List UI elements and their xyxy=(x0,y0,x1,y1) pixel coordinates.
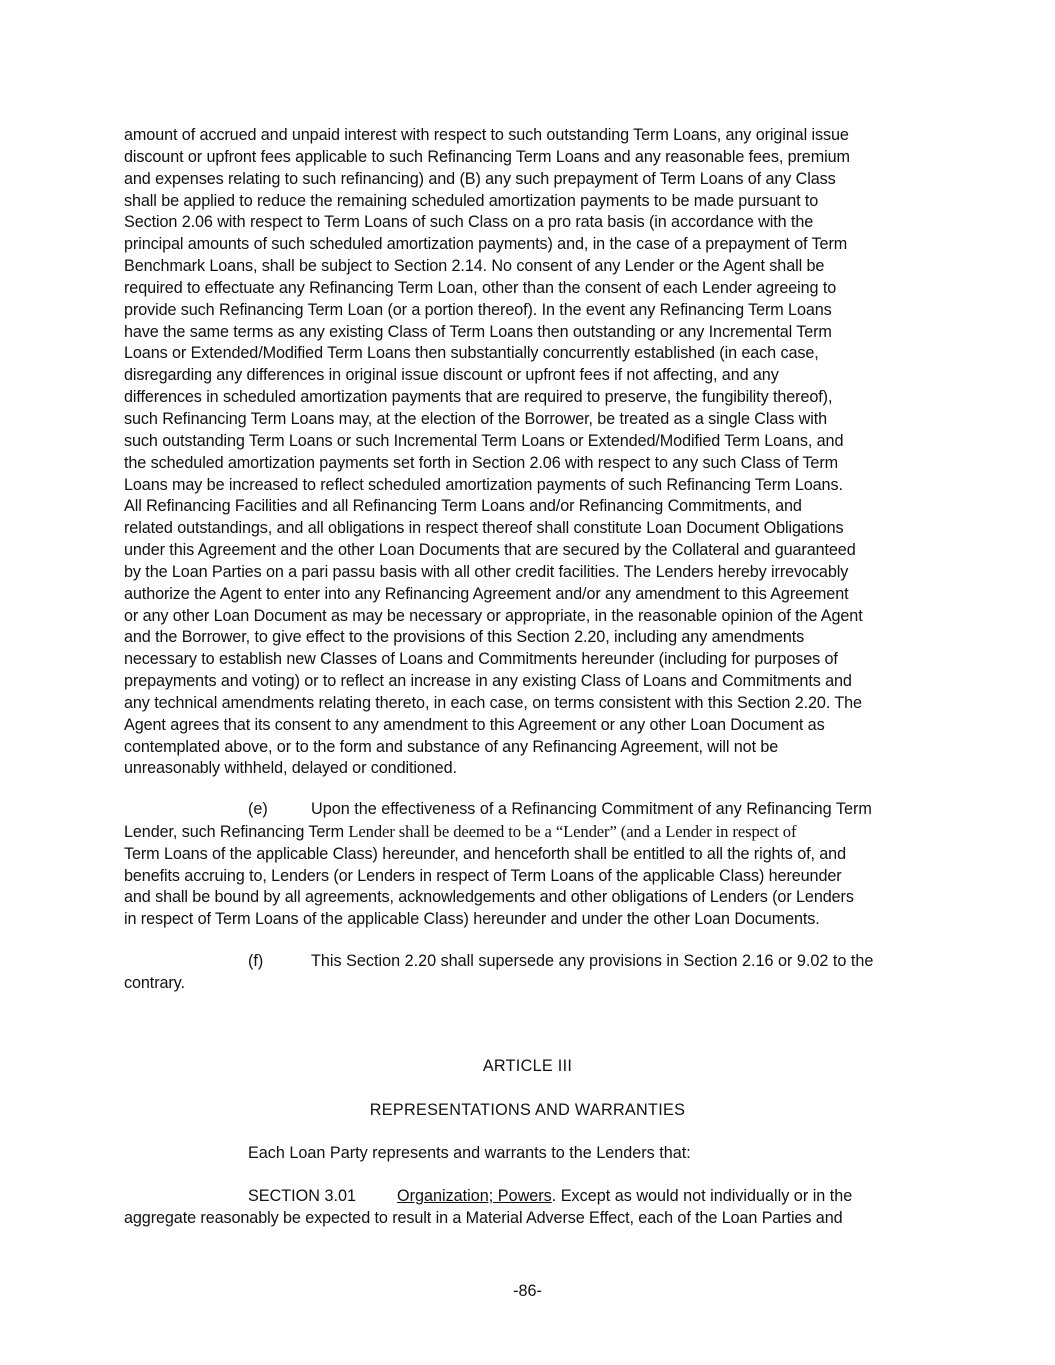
paragraph-f-label: (f) xyxy=(248,952,264,970)
body-line: any technical amendments relating thereto, in each case, on terms consistent with this Section 2.20. The xyxy=(124,693,862,712)
body-line: the scheduled amortization payments set forth in Section 2.06 with respect to any such Class of Term xyxy=(124,453,839,472)
paragraph-e-first-line: Upon the effectiveness of a Refinancing Commitment of any Refinancing Term xyxy=(311,800,872,818)
paragraph-e-second-line-sans: Lender, such Refinancing Term xyxy=(124,822,349,841)
body-line: amount of accrued and unpaid interest with respect to such outstanding Term Loans, any original issue xyxy=(124,126,849,144)
body-line: such outstanding Term Loans or such Incremental Term Loans or Extended/Modified Term Loans, and xyxy=(124,431,844,450)
paragraph-e xyxy=(124,799,924,931)
body-line: prepayments and voting) or to reflect an increase in any existing Class of Loans and Commitments and xyxy=(124,672,852,691)
section-heading xyxy=(397,1186,852,1208)
article-subtitle: REPRESENTATIONS AND WARRANTIES xyxy=(369,1101,686,1119)
body-line: All Refinancing Facilities and all Refinancing Term Loans and/or Refinancing Commitments, and xyxy=(124,497,802,516)
body-line: authorize the Agent to enter into any Refinancing Agreement and/or any amendment to this Agreement xyxy=(124,584,849,603)
body-line: and the Borrower, to give effect to the provisions of this Section 2.20, including any amendments xyxy=(124,628,805,647)
article-title: ARTICLE III xyxy=(482,1057,573,1075)
body-line: differences in scheduled amortization payments that are required to preserve, the fungibility thereof), xyxy=(124,388,833,407)
paragraph-e-second-line-serif: Lender shall be deemed to be a “Lender” (and a Lender in respect of xyxy=(348,821,797,841)
paragraph-f-first-row xyxy=(124,951,924,973)
section-3-01-first-row xyxy=(124,1186,924,1208)
paragraph-f-second-line: contrary. xyxy=(124,973,185,992)
body-line: and expenses relating to such refinancing) and (B) any such prepayment of Term Loans of any Class xyxy=(124,169,836,188)
section-3-01 xyxy=(124,1186,924,1230)
body-line: necessary to establish new Classes of Loans and Commitments hereunder (including for purposes of xyxy=(124,650,838,669)
paragraph-e-second-line xyxy=(124,821,924,844)
body-line: such Refinancing Term Loans may, at the election of the Borrower, be treated as a single Class with xyxy=(124,409,828,428)
section-3-01-second-line: aggregate reasonably be expected to result in a Material Adverse Effect, each of the Loan Parties and xyxy=(124,1208,843,1227)
paragraph-e-line: in respect of Term Loans of the applicable Class) hereunder and under the other Loan Documents. xyxy=(124,910,820,929)
body-line: Benchmark Loans, shall be subject to Section 2.14. No consent of any Lender or the Agent shall be xyxy=(124,257,825,276)
body-line: shall be applied to reduce the remaining scheduled amortization payments to be made pursuant to xyxy=(124,191,819,210)
body-line: disregarding any differences in original issue discount or upfront fees if not affecting, and any xyxy=(124,366,779,385)
body-line: required to effectuate any Refinancing Term Loan, other than the consent of each Lender agreeing to xyxy=(124,278,837,297)
body-line: or any other Loan Document as may be necessary or appropriate, in the reasonable opinion of the Agent xyxy=(124,606,863,625)
section-heading-title: Organization; Powers xyxy=(397,1187,552,1205)
section-number: SECTION 3.01 xyxy=(248,1187,356,1205)
body-line: unreasonably withheld, delayed or conditioned. xyxy=(124,759,457,778)
paragraph-e-line: Term Loans of the applicable Class) hereunder, and henceforth shall be entitled to all the rights of, and xyxy=(124,844,846,863)
body-line: have the same terms as any existing Class of Term Loans then outstanding or any Incremental Term xyxy=(124,322,832,341)
body-line: Agent agrees that its consent to any amendment to this Agreement or any other Loan Document as xyxy=(124,715,825,734)
body-line: Loans or Extended/Modified Term Loans then substantially concurrently established (in each case, xyxy=(124,344,819,363)
body-paragraph xyxy=(124,125,924,780)
paragraph-f xyxy=(124,951,924,995)
body-line: discount or upfront fees applicable to such Refinancing Term Loans and any reasonable fees, premium xyxy=(124,147,850,166)
body-line: related outstandings, and all obligations in respect thereof shall constitute Loan Document Obligations xyxy=(124,519,844,538)
body-line: Loans may be increased to reflect scheduled amortization payments of such Refinancing Term Loans. xyxy=(124,475,843,494)
section-heading-after: . Except as would not individually or in the xyxy=(551,1187,853,1205)
page-number: -86- xyxy=(513,1282,542,1300)
body-line: under this Agreement and the other Loan Documents that are secured by the Collateral and guaranteed xyxy=(124,541,856,560)
body-line: by the Loan Parties on a pari passu basis with all other credit facilities. The Lenders hereby irrevocably xyxy=(124,562,849,581)
body-line: Section 2.06 with respect to Term Loans of such Class on a pro rata basis (in accordance with the xyxy=(124,213,814,232)
paragraph-e-line: and shall be bound by all agreements, acknowledgements and other obligations of Lenders (or Lenders xyxy=(124,888,854,907)
body-line: provide such Refinancing Term Loan (or a portion thereof). In the event any Refinancing Term Loans xyxy=(124,300,832,319)
body-line: principal amounts of such scheduled amortization payments) and, in the case of a prepayment of Term xyxy=(124,235,848,254)
paragraph-e-first-row xyxy=(124,799,924,821)
paragraph-e-line: benefits accruing to, Lenders (or Lenders in respect of Term Loans of the applicable Class) hereunder xyxy=(124,866,842,885)
paragraph-e-label: (e) xyxy=(248,800,268,818)
article-intro: Each Loan Party represents and warrants to the Lenders that: xyxy=(248,1144,691,1162)
body-line: contemplated above, or to the form and substance of any Refinancing Agreement, will not be xyxy=(124,737,779,756)
paragraph-f-first-line: This Section 2.20 shall supersede any provisions in Section 2.16 or 9.02 to the xyxy=(311,952,874,970)
